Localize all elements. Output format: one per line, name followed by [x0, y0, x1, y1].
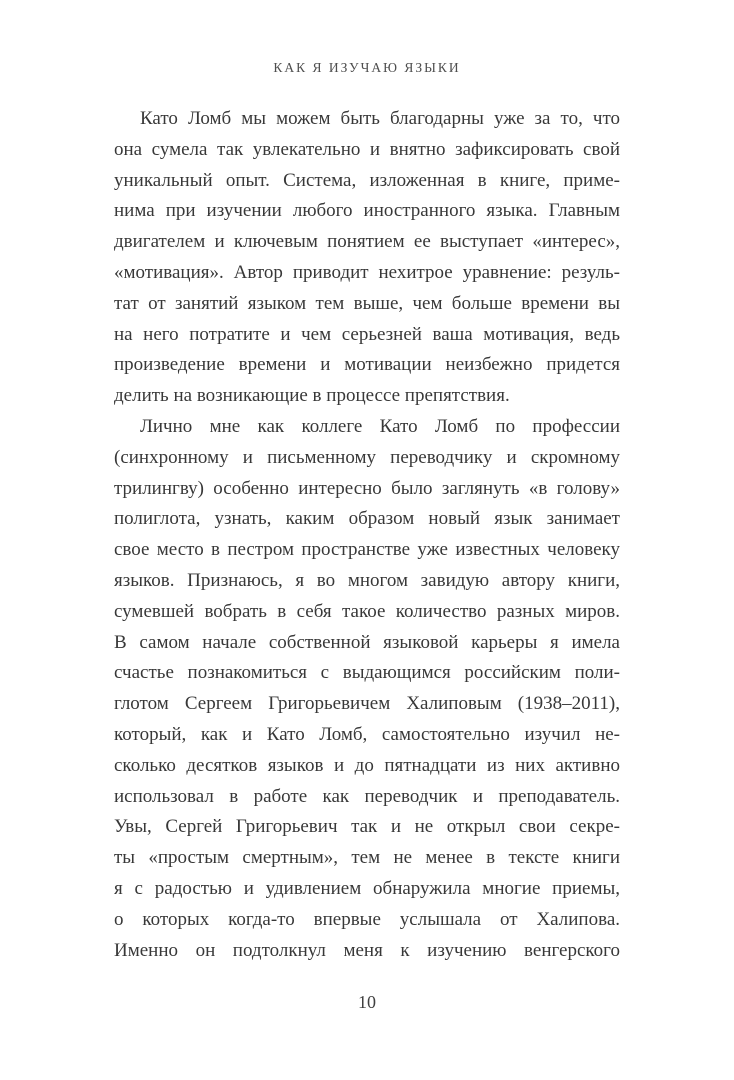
text-line: ты «простым смертным», тем не менее в тексте книги [114, 847, 620, 869]
text-line: о которых когда-то впервые услышала от Халипова. [114, 908, 620, 930]
page-number: 10 [358, 992, 376, 1012]
text-line: «мотивация». Автор приводит нехитрое уравнение: резуль- [114, 261, 620, 283]
text-line: языков. Признаюсь, я во многом завидую автору книги, [114, 569, 620, 591]
text-line: В самом начале собственной языковой карьеры я имела [114, 631, 620, 653]
text-line: сумевшей вобрать в себя такое количество разных миров. [114, 600, 620, 622]
text-line: Като Ломб мы можем быть благодарны уже за то, что [140, 108, 620, 129]
text-line: Увы, Сергей Григорьевич так и не открыл свои секре- [114, 816, 620, 838]
text-line: она сумела так увлекательно и внятно зафиксировать свой [114, 138, 620, 160]
text-line: делить на возникающие в процессе препятствия. [114, 385, 510, 407]
text-line: двигателем и ключевым понятием ее выступает «интерес», [114, 231, 620, 253]
page-body [114, 104, 620, 966]
text-line: сколько десятков языков и до пятнадцати из них активно [114, 754, 620, 776]
text-line: счастье познакомиться с выдающимся российским поли- [114, 662, 620, 684]
text-line: (синхронному и письменному переводчику и скромному [114, 446, 620, 468]
text-line: Именно он подтолкнул меня к изучению венгерского [114, 939, 620, 961]
text-line: произведение времени и мотивации неизбежно придется [114, 354, 620, 376]
text-line: уникальный опыт. Система, изложенная в книге, приме- [114, 169, 620, 191]
text-line: использовал в работе как переводчик и преподаватель. [114, 785, 620, 807]
text-line: на него потратите и чем серьезней ваша мотивация, ведь [114, 323, 620, 345]
text-line: который, как и Като Ломб, самостоятельно изучил не- [114, 723, 620, 745]
text-line: свое место в пестром пространстве уже известных человеку [114, 539, 620, 561]
text-line: тат от занятий языком тем выше, чем больше времени вы [114, 292, 620, 314]
text-line: Лично мне как коллеге Като Ломб по профессии [140, 415, 620, 437]
text-line: полиглота, узнать, каким образом новый язык занимает [114, 508, 620, 530]
text-line: трилингву) особенно интересно было заглянуть «в голову» [114, 477, 620, 499]
running-head: КАК Я ИЗУЧАЮ ЯЗЫКИ [273, 60, 461, 75]
text-line: нима при изучении любого иностранного языка. Главным [114, 200, 620, 222]
text-line: глотом Сергеем Григорьевичем Халиповым (1938–2011), [114, 693, 620, 715]
text-line: я с радостью и удивлением обнаружила многие приемы, [114, 877, 620, 899]
